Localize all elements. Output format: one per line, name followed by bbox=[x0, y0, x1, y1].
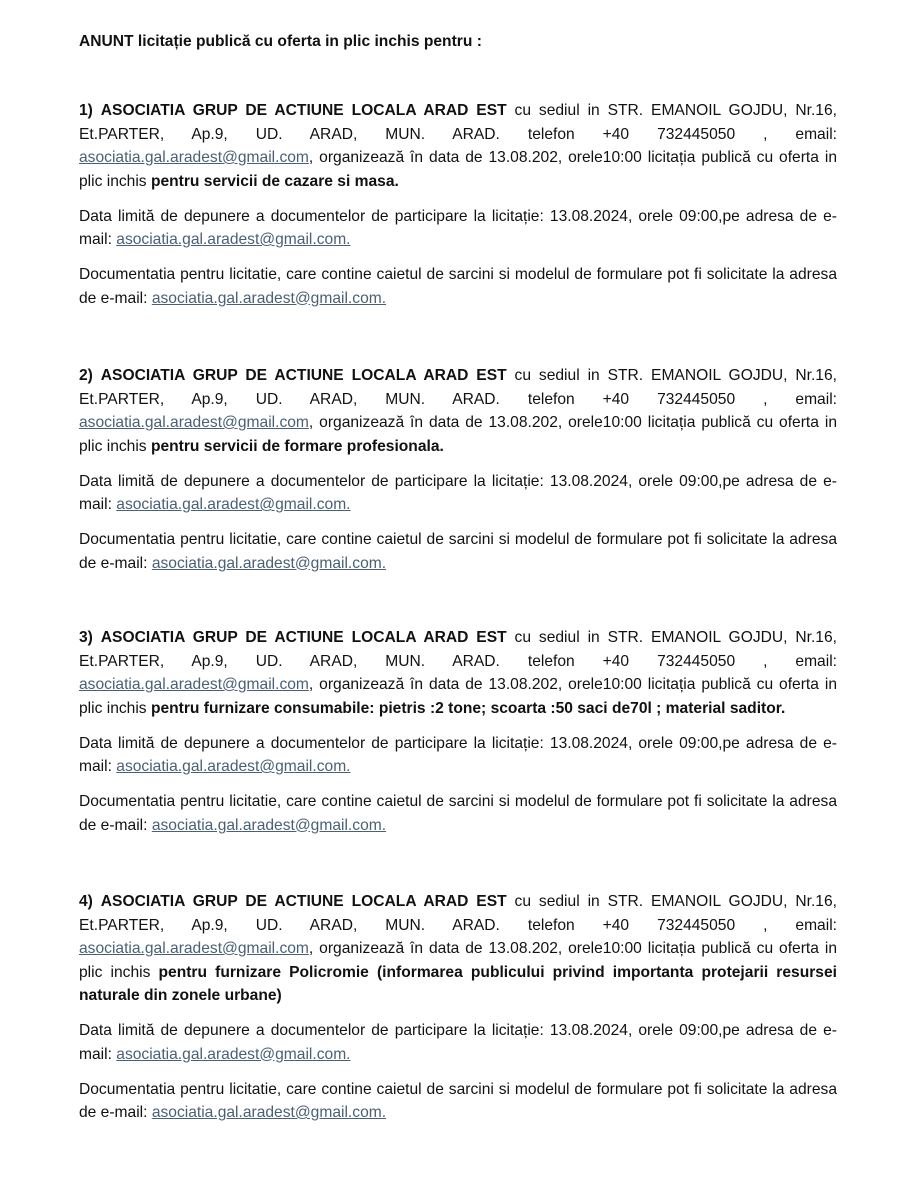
section-intro bbox=[79, 99, 837, 193]
announcement-section-2 bbox=[79, 364, 837, 575]
section-number: 1) bbox=[79, 102, 93, 119]
section-intro bbox=[79, 626, 837, 720]
deadline-text: Data limită de depunere a documentelor de participare la licitație: 13.08.2024, orele 09:00,pe adresa de e-mail: bbox=[79, 734, 837, 775]
section-intro bbox=[79, 890, 837, 1008]
organization-name: ASOCIATIA GRUP DE ACTIUNE LOCALA ARAD EST bbox=[100, 367, 507, 384]
documentation-text: Documentatia pentru licitatie, care contine caietul de sarcini si modelul de formulare pot fi solicitate la adresa de e-mail: bbox=[79, 1080, 837, 1121]
email-link[interactable]: asociatia.gal.aradest@gmail.com bbox=[79, 414, 309, 431]
documentation-paragraph bbox=[79, 263, 837, 310]
documentation-text: Documentatia pentru licitatie, care contine caietul de sarcini si modelul de formulare pot fi solicitate la adresa de e-mail: bbox=[79, 531, 837, 572]
organization-name: ASOCIATIA GRUP DE ACTIUNE LOCALA ARAD EST bbox=[100, 893, 507, 910]
section-number: 4) bbox=[79, 893, 93, 910]
deadline-email-link[interactable]: asociatia.gal.aradest@gmail.com. bbox=[116, 231, 351, 248]
documentation-email-link[interactable]: asociatia.gal.aradest@gmail.com. bbox=[151, 1104, 387, 1121]
organizes-text: , organizează în data de 13.08.202, orele10:00 licitația publică cu oferta in plic inchis bbox=[79, 149, 837, 190]
announcement-document bbox=[79, 30, 837, 1121]
email-link[interactable]: asociatia.gal.aradest@gmail.com bbox=[79, 149, 309, 166]
section-number: 3) bbox=[79, 629, 93, 646]
document-heading: ANUNT licitație publică cu oferta in plic inchis pentru : bbox=[79, 33, 482, 50]
section-number: 2) bbox=[79, 367, 93, 384]
deadline-text: Data limită de depunere a documentelor de participare la licitație: 13.08.2024, orele 09:00,pe adresa de e-mail: bbox=[79, 207, 837, 248]
announcement-section-1 bbox=[79, 99, 837, 310]
documentation-text: Documentatia pentru licitatie, care contine caietul de sarcini si modelul de formulare pot fi solicitate la adresa de e-mail: bbox=[79, 266, 837, 307]
deadline-text: Data limită de depunere a documentelor de participare la licitație: 13.08.2024, orele 09:00,pe adresa de e-mail: bbox=[79, 1022, 837, 1063]
deadline-paragraph bbox=[79, 205, 837, 252]
organization-name: ASOCIATIA GRUP DE ACTIUNE LOCALA ARAD EST bbox=[100, 102, 507, 119]
organizes-text: , organizează în data de 13.08.202, orele10:00 licitația publică cu oferta in plic inchis bbox=[79, 676, 837, 717]
address-text: cu sediul in STR. EMANOIL GOJDU, Nr.16, Et.PARTER, Ap.9, UD. ARAD, MUN. ARAD. telefon +40 732445050 , email: bbox=[79, 367, 837, 408]
documentation-email-link[interactable]: asociatia.gal.aradest@gmail.com. bbox=[151, 289, 387, 307]
documentation-paragraph bbox=[79, 528, 837, 575]
deadline-email-link[interactable]: asociatia.gal.aradest@gmail.com. bbox=[116, 496, 351, 513]
tender-subject: pentru servicii de formare profesionala. bbox=[150, 437, 444, 455]
tender-subject: pentru furnizare Policromie (informarea publicului privind importanta protejarii resursei naturale din zonele urbane) bbox=[79, 963, 837, 1004]
documentation-email-link[interactable]: asociatia.gal.aradest@gmail.com. bbox=[151, 554, 387, 572]
email-link[interactable]: asociatia.gal.aradest@gmail.com bbox=[79, 676, 309, 693]
email-link[interactable]: asociatia.gal.aradest@gmail.com bbox=[79, 940, 309, 957]
announcement-section-4 bbox=[79, 890, 837, 1125]
documentation-paragraph bbox=[79, 1078, 837, 1125]
deadline-email-link[interactable]: asociatia.gal.aradest@gmail.com. bbox=[116, 758, 351, 775]
deadline-text: Data limită de depunere a documentelor de participare la licitație: 13.08.2024, orele 09:00,pe adresa de e-mail: bbox=[79, 472, 837, 513]
organizes-text: , organizează în data de 13.08.202, orele10:00 licitația publică cu oferta in plic inchis bbox=[79, 414, 837, 455]
documentation-paragraph bbox=[79, 790, 837, 837]
tender-subject: pentru furnizare consumabile: pietris :2 tone; scoarta :50 saci de70l ; material saditor. bbox=[150, 699, 786, 717]
deadline-paragraph bbox=[79, 732, 837, 779]
documentation-text: Documentatia pentru licitatie, care contine caietul de sarcini si modelul de formulare pot fi solicitate la adresa de e-mail: bbox=[79, 793, 837, 834]
announcement-section-3 bbox=[79, 626, 837, 837]
deadline-paragraph bbox=[79, 1019, 837, 1066]
organizes-text: , organizează în data de 13.08.202, orele10:00 licitația publică cu oferta in plic inchis bbox=[79, 940, 837, 981]
address-text: cu sediul in STR. EMANOIL GOJDU, Nr.16, Et.PARTER, Ap.9, UD. ARAD, MUN. ARAD. telefon +40 732445050 , email: bbox=[79, 629, 837, 670]
address-text: cu sediul in STR. EMANOIL GOJDU, Nr.16, Et.PARTER, Ap.9, UD. ARAD, MUN. ARAD. telefon +40 732445050 , email: bbox=[79, 893, 837, 934]
documentation-email-link[interactable]: asociatia.gal.aradest@gmail.com. bbox=[151, 816, 387, 834]
deadline-email-link[interactable]: asociatia.gal.aradest@gmail.com. bbox=[116, 1045, 351, 1063]
address-text: cu sediul in STR. EMANOIL GOJDU, Nr.16, Et.PARTER, Ap.9, UD. ARAD, MUN. ARAD. telefon +40 732445050 , email: bbox=[79, 102, 837, 143]
deadline-paragraph bbox=[79, 470, 837, 517]
section-intro bbox=[79, 364, 837, 458]
tender-subject: pentru servicii de cazare si masa. bbox=[150, 172, 399, 190]
organization-name: ASOCIATIA GRUP DE ACTIUNE LOCALA ARAD EST bbox=[100, 629, 507, 646]
